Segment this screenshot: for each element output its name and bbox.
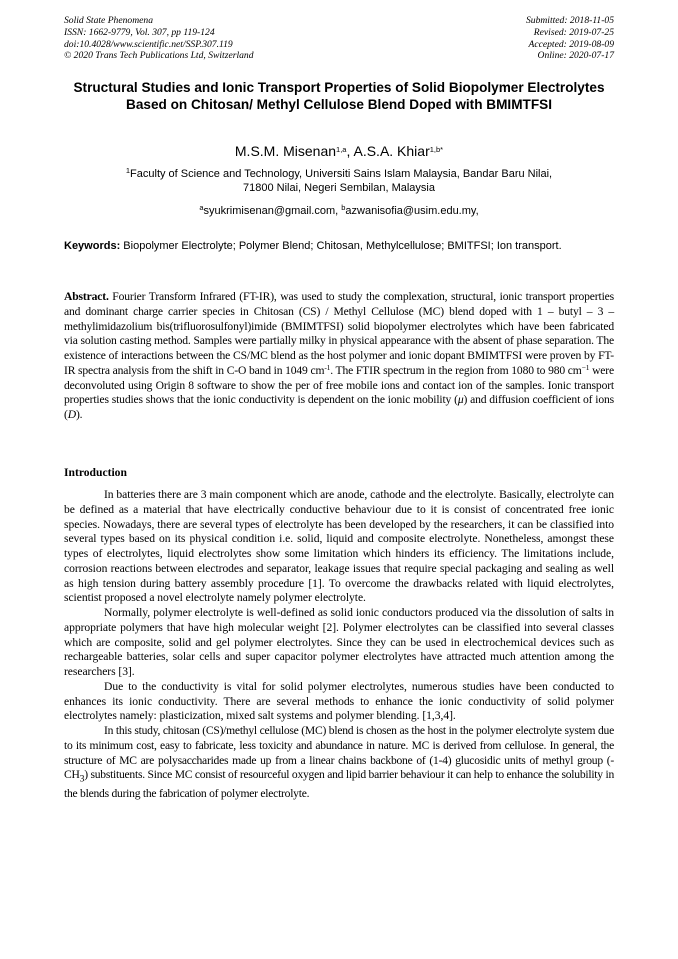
online-date: Online: 2020-07-17 — [537, 50, 614, 62]
subscript: 3 — [79, 773, 85, 785]
paragraph-text: ) substituents. Since MC consist of resourceful oxygen and lipid barrier behaviour it can help to enhance the solubility in the blends during the fabrication of polymer electrolyte. — [64, 768, 614, 801]
email-link[interactable]: syukrimisenan@gmail.com, — [203, 205, 342, 217]
symbol-d: D — [67, 408, 76, 421]
affiliation-line: 71800 Nilai, Negeri Sembilan, Malaysia — [243, 182, 435, 194]
paragraph: Normally, polymer electrolyte is well-defined as solid ionic conductors produced via the dissolution of salts in appropriate polymers that have high molecular weight [2]. Polymer electrolytes can be classified into several classes which are composite, solid and gel polymer electrolytes. Since they can be used in electrochemical devices such as rechargeable batteries, solar cells and super capacitor polymer electrolytes have attracted much attention among the researchers [3]. — [64, 606, 614, 678]
abstract-text: . The FTIR spectrum in the region from 1080 to 980 cm — [330, 363, 582, 377]
accepted-date: Accepted: 2019-08-09 — [528, 38, 614, 50]
abstract-text: were deconvoluted using Origin 8 software to show the per of free mobile ions and contact ion of the samples. Ionic transport properties studies shows that the ionic conductivity is dependent on the ionic mobility ( — [64, 363, 615, 407]
paragraph: In batteries there are 3 main component which are anode, cathode and the electrolyte. Basically, electrolyte can be defined as a material that have electrically conductive behaviour due to it is consist of concentrated free ionic species. Nowadays, there are several types of electrolyte has been developed by the researchers, it can be classified into several types based on its physical condition i.e. solid, liquid and composite electrolyte. Nonetheless, amongst these types of electrolytes, liquid electrolytes show some limitation which hinders its efficiency. The limitations include, corrosion reactions between electrodes and separator, leakage issues that require special packaging and sealing as well as high tension during battery assembly procedure [1]. To overcome the drawbacks related with liquid electrolytes, scientist proposed a novel electrolyte namely polymer electrolyte. — [64, 488, 614, 605]
affiliation-mark: 1 — [125, 166, 131, 176]
introduction-body — [64, 488, 614, 802]
revised-date: Revised: 2019-07-25 — [533, 26, 614, 38]
paragraph: Due to the conductivity is vital for solid polymer electrolytes, numerous studies have been conducted to enhances its ionic conductivity. There are several methods to enhance the ionic conductivity of solid polymer electrolytes namely: plasticization, mixed salt systems and polymer blending. [1,3,4]. — [64, 679, 614, 723]
email-mark: b — [341, 203, 346, 213]
journal-name: Solid State Phenomena — [64, 15, 153, 26]
journal-info — [64, 15, 254, 62]
paragraph-text: In this study, chitosan (CS)/methyl cellulose (MC) blend is chosen as the host in the polymer electrolyte system due to its minimum cost, easy to fabricate, less toxicity and abundance in nature. MC is derived from cellulose. In general, the structure of MC are polysaccharides made up from a linear chains backbone of (1-4) glucosidic units of methyl group (-CH — [64, 724, 614, 782]
email-link[interactable]: azwanisofia@usim.edu.my, — [345, 205, 479, 217]
abstract-text: Fourier Transform Infrared (FT-IR), was used to study the complexation, structural, ionic transport properties and dominant charge carrier species in Chitosan (CS) / Methyl Cellulose (MC) blend doped with 1 – butyl – 3 – methylimidazolium bis(trifluorosulfonyl)imide (BMIMTFSI) solid biopolymer electrolytes which have been fabricated via solution casting method. Samples were partially milky in physical appearance with the absent of phase separation. The existence of interactions between the CS/MC blend as the host polymer and ionic dopant BMIMTFSI were proven by FT-IR spectra analysis from the shift in C-O band in 1049 cm — [64, 290, 614, 377]
paragraph — [64, 724, 614, 802]
author-name: M.S.M. Misenan — [234, 143, 337, 159]
abstract — [64, 290, 614, 423]
paper-title: Structural Studies and Ionic Transport Properties of Solid Biopolymer Electrolytes Based on Chitosan/ Methyl Cellulose Blend Doped with BMIMTFSI — [73, 80, 605, 112]
keywords-text: Biopolymer Electrolyte; Polymer Blend; Chitosan, Methylcellulose; BMITFSI; Ion transport. — [120, 240, 562, 252]
superscript: -1 — [324, 363, 331, 372]
keywords-label: Keywords: — [64, 240, 121, 252]
author-affiliation-mark: 1,a — [336, 145, 347, 155]
abstract-label: Abstract. — [64, 290, 109, 303]
author-affiliation-mark: 1,b* — [429, 145, 444, 155]
superscript: −1 — [581, 363, 590, 372]
author-name: A.S.A. Khiar — [353, 143, 430, 159]
email-mark: a — [199, 203, 204, 213]
symbol-mu: μ — [457, 393, 464, 407]
submission-dates — [526, 15, 614, 62]
abstract-text: ) and diffusion coefficient of ions ( — [64, 393, 614, 421]
section-heading: Introduction — [64, 466, 127, 479]
copyright-line: © 2020 Trans Tech Publications Ltd, Switzerland — [64, 50, 254, 62]
submitted-date: Submitted: 2018-11-05 — [525, 15, 614, 26]
affiliation-line: Faculty of Science and Technology, Universiti Sains Islam Malaysia, Bandar Baru Nilai, — [130, 168, 553, 180]
keywords — [64, 239, 614, 254]
doi-line: doi:10.4028/www.scientific.net/SSP.307.119 — [64, 38, 233, 50]
issn-line: ISSN: 1662-9779, Vol. 307, pp 119-124 — [64, 26, 215, 38]
author-separator: , — [346, 143, 354, 159]
affiliation — [60, 167, 618, 195]
author-line — [60, 143, 618, 160]
author-emails — [60, 204, 618, 218]
abstract-text: ). — [75, 408, 83, 421]
